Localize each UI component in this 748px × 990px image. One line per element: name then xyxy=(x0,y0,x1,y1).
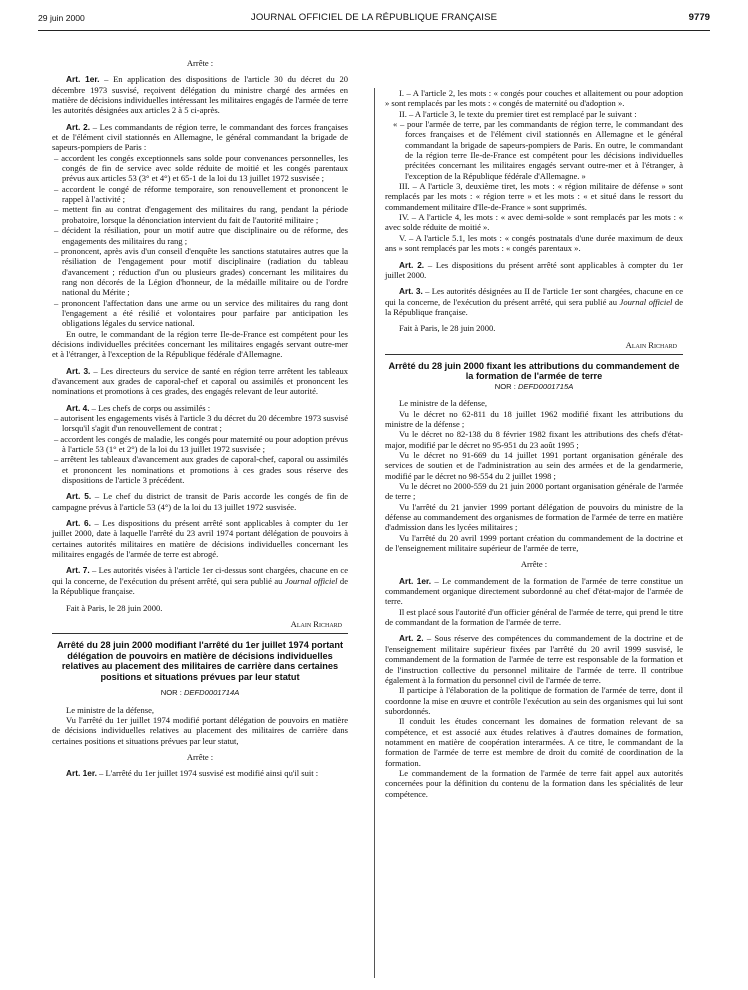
decree-title: Arrêté du 28 juin 2000 fixant les attributions du commandement de la formation de l'armée de terre xyxy=(388,360,680,382)
header-journal-title: JOURNAL OFFICIEL DE LA RÉPUBLIQUE FRANÇAISE xyxy=(250,12,498,23)
vu-paragraph: Vu le décret no 82-138 du 8 février 1982 fixant les attributions des chefs d'état-major, modifié par le décret no 95-951 du 23 août 1995 ; xyxy=(385,429,683,450)
list-item: – accordent les congés exceptionnels sans solde pour convenances personnelles, les congés de fin de service avec solde réduite de moitié et les congés parentaux prévus aux articles 53 (3° et 4°) et 65-1 de la loi du 13 juillet 1972 susvisée ; xyxy=(54,152,348,184)
paragraph: Le commandement de la formation de l'armée de terre fait appel aux autorités concernées pour la définition du contenu de la formation dans les spécialités de leur compétence. xyxy=(385,767,683,799)
article-label: Art. 7. xyxy=(66,565,90,576)
decree-title: Arrêté du 28 juin 2000 modifiant l'arrêté du 1er juillet 1974 portant délégation de pouvoirs en matière de décisions individuelles relatives au placement des militaires de carrière dans certaines positions et situations prévues par leur statut xyxy=(56,640,344,682)
paragraph: Il est placé sous l'autorité d'un officier général de l'armée de terre, qui prend le titre de commandant de la formation de l'armée de terre. xyxy=(385,606,683,628)
arrete-heading: Arrête : xyxy=(186,58,214,68)
article-1: Art. 1er. – L'arrêté du 1er juillet 1974 susvisé est modifié ainsi qu'il suit : xyxy=(66,768,319,779)
list-item: – autorisent les engagements visés à l'article 3 du décret du 20 décembre 1973 susvisé lorsqu'il s'agit d'un renouvellement de contrat ; xyxy=(54,413,348,434)
article-label: Art. 1er. xyxy=(66,74,100,85)
signature: Alain Richard xyxy=(625,339,677,350)
article-4-list xyxy=(52,413,348,485)
article-2-list xyxy=(52,153,348,329)
vu-paragraph: Vu l'arrêté du 20 avril 1999 portant création du commandement de la doctrine et de l'enseignement militaire supérieur de l'armée de terre, xyxy=(385,532,683,554)
signature: Alain Richard xyxy=(290,618,342,629)
article-label: Art. 3. xyxy=(66,365,91,376)
article-2-end: En outre, le commandant de la région terre Ile-de-France est compétent pour les décisions individuelles précitées concernant les militaires engagés servant outre-mer et à l'étranger, à l'exception de la République fédérale d'Allemagne. xyxy=(52,328,348,360)
header-date: 29 juin 2000 xyxy=(38,13,85,23)
arrete-heading: Arrête : xyxy=(520,559,548,570)
article-label: Art. 2. xyxy=(399,633,424,644)
list-item: – prononcent, après avis d'un conseil d'enquête les sanctions statutaires autres que la résiliation de l'engagement pour motif disciplinaire (radiation du tableau d'avancement ; réduction d'un ou plusieurs grades) concernant les militaires du rang non décorés de la Légion d'honneur, de la médaille militaire ou de l'ordre national du Mérite ; xyxy=(54,245,348,298)
fait-a-paris: Fait à Paris, le 28 juin 2000. xyxy=(66,602,163,613)
paragraph: Il participe à l'élaboration de la politique de formation de l'armée de terre, dont il coordonne la mise en œuvre et contrôle l'exécution au sein des organismes qui lui sont subordonnés. xyxy=(385,685,683,716)
ministre-line: Le ministre de la défense, xyxy=(66,704,155,715)
article-label: Art. 4. xyxy=(66,402,90,413)
vu-paragraph: Vu l'arrêté du 21 janvier 1999 portant délégation de pouvoirs du ministre de la défense au commandement des organismes de formation de l'armée de terre en matière d'admission dans les lycées militaires ; xyxy=(385,501,683,533)
vu-paragraph: Vu l'arrêté du 1er juillet 1974 modifié portant délégation de pouvoirs en matière de décisions individuelles relatives au placement des militaires de carrière dans certaines positions et situations prévues par leur statut, xyxy=(52,714,348,746)
article-label: Art. 5. xyxy=(66,491,92,502)
section-separator xyxy=(385,354,683,355)
nor-reference: NOR : DEFD0001715A xyxy=(494,381,574,391)
article-label: Art. 1er. xyxy=(66,768,97,779)
article-label: Art. 1er. xyxy=(399,575,432,586)
article-6: Art. 6. – Les dispositions du présent arrêté sont applicables à compter du 1er juillet 2000, date à laquelle l'arrêté du 23 avril 1974 portant délégation de pouvoirs à certaines autorités militaires en matière de décisions individuelles concernant les militaires engagés de l'armée de terre est abrogé. xyxy=(52,518,348,560)
article-7: Art. 7. – Les autorités visées à l'article 1er ci-dessus sont chargées, chacune en ce qui la concerne, de l'exécution du présent arrêté, qui sera publié au Journal officiel de la République française. xyxy=(52,565,348,597)
article-2: Art. 2. – Les dispositions du présent arrêté sont applicables à compter du 1er juillet 2000. xyxy=(385,259,684,280)
paragraph: IV. – A l'article 4, les mots : « avec demi-solde » sont remplacés par les mots : « avec solde réduite de moitié ». xyxy=(385,212,683,233)
quoted-paragraph: « – pour l'armée de terre, par les commandants de région terre, le commandant des forces françaises et de l'élément civil stationnés en Allemagne et le général commandant la brigade de sapeurs-pompiers de Paris. En outre, le commandant de la région terre Ile-de-France est compétent pour les décisions individuelles précitées concernant les militaires engagés servant outre-mer et à l'étranger, à l'exception de la République fédérale d'Allemagne. » xyxy=(393,119,683,181)
list-item: – décident la résiliation, pour un motif autre que disciplinaire ou de réforme, des engagements des militaires du rang ; xyxy=(54,225,348,246)
journal-officiel-italic: Journal officiel xyxy=(619,296,673,307)
journal-officiel-italic: Journal officiel xyxy=(284,575,338,586)
vu-paragraph: Vu le décret no 2000-559 du 21 juin 2000 portant organisation générale de l'armée de terre ; xyxy=(385,481,683,502)
arrete-heading: Arrête : xyxy=(186,751,214,762)
article-3: Art. 3. – Les directeurs du service de santé en région terre arrêtent les tableaux d'avancement aux grades de caporal-chef et caporal ou assimilés et prononcent les nominations et promotions à ces grades, des engagés relevant de leur autorité. xyxy=(52,365,349,397)
article-2: Art. 2. – Sous réserve des compétences du commandement de la doctrine et de l'enseignement militaire supérieur fixées par l'arrêté du 20 avril 1999 susvisé, le commandement de la formation de l'armée de terre est responsable de la formation et de l'instruction collective du personnel militaire de l'armée de terre. Il contribue également à la formation du personnel civil de l'armée de terre. xyxy=(385,633,683,685)
vu-paragraph: Vu le décret no 62-811 du 18 juillet 1962 modifié fixant les attributions du ministre de la défense ; xyxy=(385,408,683,429)
article-3: Art. 3. – Les autorités désignées au II de l'article 1er sont chargées, chacune en ce qui la concerne, de l'exécution du présent arrêté, qui sera publié au Journal officiel de la République française. xyxy=(385,286,683,317)
article-label: Art. 2. xyxy=(399,259,425,270)
list-item: – mettent fin au contrat d'engagement des militaires du rang, pendant la période probatoire, lorsque la dénonciation intervient du fait de l'autorité militaire ; xyxy=(54,204,348,225)
fait-a-paris: Fait à Paris, le 28 juin 2000. xyxy=(399,323,496,334)
article-label: Art. 6. xyxy=(66,518,91,529)
header-page-number: 9779 xyxy=(688,12,710,23)
list-item: – arrêtent les tableaux d'avancement aux grades de caporal-chef, caporal ou assimilés et prononcent les nominations et promotions à ces grades sous réserve des dispositions de l'article 3 précédent. xyxy=(54,454,348,486)
paragraph: I. – A l'article 2, les mots : « congés pour couches et allaitement ou pour adoption » sont remplacés par les mots : « congés de maternité ou d'adoption ». xyxy=(385,88,683,109)
page-header xyxy=(38,11,710,27)
article-4: Art. 4. – Les chefs de corps ou assimilés : xyxy=(66,402,211,413)
article-2: Art. 2. – Les commandants de région terre, le commandant des forces françaises et de l'élément civil stationnés en Allemagne, le général commandant la brigade de sapeurs-pompiers de Paris : xyxy=(52,121,348,153)
article-5: Art. 5. – Le chef du district de transit de Paris accorde les congés de fin de campagne prévus à l'article 53 (4°) de la loi du 13 juillet 1972 susvisée. xyxy=(52,491,349,512)
paragraph: Il conduit les études concernant les domaines de formation relevant de sa compétence, et est associé aux études relatives à d'autres domaines de formation, notamment en matière de coopération interarmées. A ce titre, le commandant de la formation de l'armée de terre est membre de droit du comité de coordination de la formation. xyxy=(385,716,683,768)
list-item: – accordent les congés de maladie, les congés pour maternité ou pour adoption prévus à l'article 53 (1° et 2°) de la loi du 13 juillet 1972 susvisée ; xyxy=(54,433,348,455)
ministre-line: Le ministre de la défense, xyxy=(399,398,488,409)
article-1: Art. 1er. – En application des dispositions de l'article 30 du décret du 20 décembre 1973 susvisé, reçoivent délégation du ministre chargé des armées en matière de décisions individuelles intéressant les militaires engagés de l'armée de terre les autorités désignées aux articles 2 à 5 ci-après. xyxy=(52,74,348,116)
left-column xyxy=(52,58,348,779)
article-label: Art. 2. xyxy=(66,121,91,132)
vu-paragraph: Vu le décret no 91-669 du 14 juillet 1991 portant organisation générale des services de soutien et de l'administration au sein des armées et de la gendarmerie, modifié par le décret no 98-554 du 2 juillet 1998 ; xyxy=(385,449,683,481)
article-1: Art. 1er. – Le commandement de la formation de l'armée de terre constitue un commandement organique directement subordonné au chef d'état-major de l'armée de terre. xyxy=(385,575,683,607)
nor-reference: NOR : DEFD0001714A xyxy=(160,688,240,698)
paragraph: III. – A l'article 3, deuxième tiret, les mots : « région militaire de défense » sont remplacés par les mots : « région terre » et les mots : « et situé dans le ressort du commandement militaire d'Ile-de-France » sont supprimés. xyxy=(385,181,683,212)
header-rule xyxy=(38,30,710,31)
right-column xyxy=(385,88,683,799)
list-item: – accordent le congé de réforme temporaire, son renouvellement et prononcent le rappel à l'activité ; xyxy=(54,183,348,205)
article-label: Art. 3. xyxy=(399,286,423,297)
paragraph: II. – A l'article 3, le texte du premier tiret est remplacé par le suivant : xyxy=(399,108,637,119)
section-separator xyxy=(52,633,348,634)
column-divider xyxy=(374,88,375,978)
list-item: – prononcent l'affectation dans une arme ou un service des militaires du rang dont l'engagement a été résilié et volontaires pour parfaire par anticipation les obligations légales du service national. xyxy=(54,297,348,329)
paragraph: V. – A l'article 5.1, les mots : « congés postnatals d'une durée maximum de deux ans » sont remplacés par les mots : « congés parentaux ». xyxy=(385,232,683,254)
